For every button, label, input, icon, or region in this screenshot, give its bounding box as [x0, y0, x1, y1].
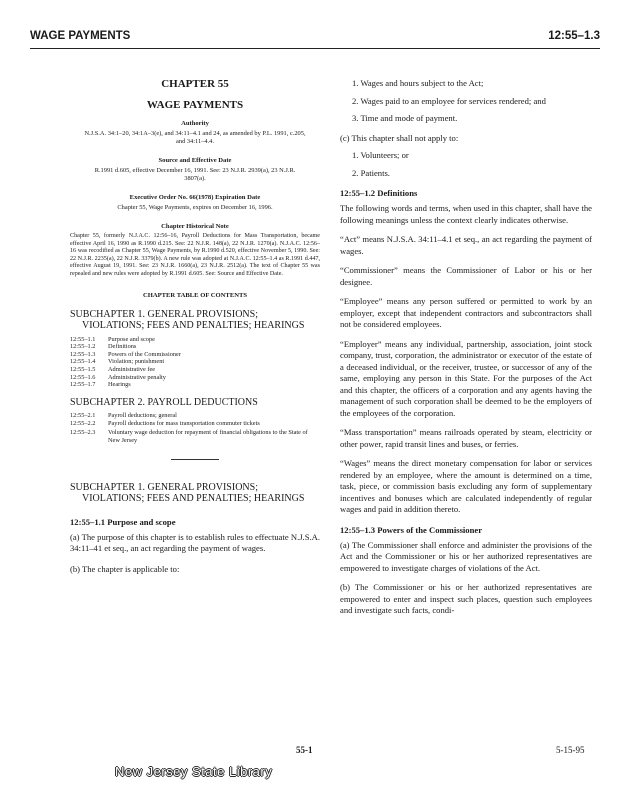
authority-text: N.J.S.A. 34:1–20, 34:1A–3(e), and 34:11–4.1 and 24, as amended by P.L. 1991, c.205, and 34:11–4.4.	[84, 130, 306, 145]
toc-item[interactable]: 12:55–1.1 Purpose and scope	[70, 335, 155, 343]
toc-item[interactable]: 12:55–1.5 Administrative fee	[70, 365, 156, 373]
subchapter-1-title: SUBCHAPTER 1. GENERAL PROVISIONS; VIOLATIONS; FEES AND PENALTIES; HEARINGS	[70, 481, 305, 505]
toc-item[interactable]: 12:55–2.2 Payroll deductions for mass transportation commuter tickets	[70, 419, 260, 427]
source-heading: Source and Effective Date	[158, 157, 232, 164]
list-b-item: 1. Wages and hours subject to the Act;	[352, 78, 484, 88]
list-b-item: 2. Wages paid to an employee for services rendered; and	[352, 95, 546, 106]
header-rule	[30, 48, 600, 49]
header-title: WAGE PAYMENTS	[30, 30, 131, 42]
toc-item[interactable]: 12:55–1.2 Definitions	[70, 343, 137, 351]
toc-item[interactable]: 12:55–1.6 Administrative penalty	[70, 373, 166, 381]
historical-note-text: Chapter 55, formerly N.J.A.C. 12:56–16, Payroll Deductions for Mass Transportation, became effective April 16, 1990 as R.1990 d.215. See: 22 N.J.R. 148(a), 22 N.J.R. 1270(a). N.J.A.C. 12:56–16 was recodified as Chapter 55, Wage Payments, by R.1990 d.520, effective November 5, 1990. See: 22 N.J.R. 2235(a), 22 N.J.R. 3379(b). A new rule was adopted at N.J.A.C. 12:55–1.4 as R.1991 d.447, effective August 19, 1991. See: 23 N.J.R. 1660(a), 23 N.J.R. 2512(a). The text of Chapter 55 was repealed and new rules were adopted by R.1991 d.605. See: Source and Effective Date.	[70, 233, 320, 277]
toc-heading: CHAPTER TABLE OF CONTENTS	[142, 291, 248, 299]
toc-item[interactable]: 12:55–2.1 Payroll deductions; general	[70, 412, 177, 420]
authority-heading: Authority	[181, 120, 209, 127]
toc-subchapter-2-list	[70, 412, 320, 444]
section-1-1-para-b: (b) The chapter is applicable to:	[70, 563, 180, 574]
section-1-3-para-a: (a) The Commissioner shall enforce and administer the provisions of the Act and the Commissioner or his or her authorized representatives are empowered to investigate charges of violations of the Act.	[340, 539, 592, 573]
definition-commissioner: “Commissioner” means the Commissioner of Labor or his or her designee.	[340, 265, 592, 287]
chapter-number: CHAPTER 55	[161, 78, 229, 90]
toc-item[interactable]: 12:55–1.4 Violation; punishment	[70, 358, 165, 366]
definition-wages: “Wages” means the direct monetary compensation for labor or services rendered by an employee, where the amount is determined on a time, task, piece, or commission basis excluding any form of supplementary incentives and bonuses which are calculated independently of regular wages and paid in addition thereto.	[340, 458, 592, 514]
toc-item[interactable]: 12:55–1.3 Powers of the Commissioner	[70, 350, 181, 358]
toc-subchapter-1-title: SUBCHAPTER 1. GENERAL PROVISIONS; VIOLATIONS; FEES AND PENALTIES; HEARINGS	[70, 308, 305, 332]
list-c-item: 1. Volunteers; or	[352, 150, 409, 160]
toc-subchapter-1-list	[70, 336, 320, 389]
section-1-1-heading: 12:55–1.1 Purpose and scope	[70, 516, 176, 527]
section-1-1-para-a: (a) The purpose of this chapter is to establish rules to effectuate N.J.S.A. 34:11–41 et seq., an act regarding the payment of wages.	[70, 531, 320, 554]
section-1-3-para-b: (b) The Commissioner or his or her authorized representatives are empowered to enter and inspect such places, question such employees and investigate such facts, condi-	[340, 582, 592, 615]
toc-item[interactable]: 12:55–1.7 Hearings	[70, 381, 131, 389]
definition-employee: “Employee” means any person suffered or permitted to work by an employer, except that independent contractors and subcontractors shall not be considered employees.	[340, 296, 592, 329]
source-text: R.1991 d.605, effective December 16, 1991. See: 23 N.J.R. 2939(a), 23 N.J.R. 3807(a).	[94, 167, 296, 182]
definitions-intro: The following words and terms, when used in this chapter, shall have the following meanings unless the context clearly indicates otherwise.	[340, 203, 592, 225]
left-column	[70, 78, 320, 575]
right-column	[340, 78, 592, 617]
section-divider	[171, 459, 219, 460]
library-stamp: New Jersey State Library	[115, 764, 273, 779]
list-c-item: 2. Patients.	[352, 167, 390, 178]
revision-date: 5-15-95	[556, 745, 585, 755]
section-1-2-heading: 12:55–1.2 Definitions	[340, 188, 418, 198]
definition-act: “Act” means N.J.S.A. 34:11–4.1 et seq., an act regarding the payment of wages.	[340, 234, 592, 256]
historical-note-heading: Chapter Historical Note	[161, 223, 229, 230]
section-1-3-heading: 12:55–1.3 Powers of the Commissioner	[340, 524, 483, 535]
definition-mass-transportation: “Mass transportation” means railroads operated by steam, electricity or other power, rapid transit lines and buses, or ferries.	[340, 427, 592, 449]
toc-item[interactable]: 12:55–2.3 Voluntary wage deduction for repayment of financial obligations to the State of New Jersey	[70, 429, 308, 444]
header-section: 12:55–1.3	[548, 30, 600, 42]
toc-subchapter-2-title: SUBCHAPTER 2. PAYROLL DEDUCTIONS	[70, 396, 258, 408]
chapter-title: WAGE PAYMENTS	[146, 99, 244, 111]
executive-order-heading: Executive Order No. 66(1978) Expiration Date	[129, 194, 261, 201]
running-header	[30, 30, 600, 46]
definition-employer: “Employer” means any individual, partnership, association, joint stock company, trust, corporation, the administrator or executor of the estate of a deceased individual, or the receiver, trustee, or successor of any of the same, employing any person in this State. For the purposes of the Act and this chapter, the officers of a corporation and any agents having the management of such corporation shall be deemed to be the employers of the employees of the corporation.	[340, 338, 592, 418]
executive-order-text: Chapter 55, Wage Payments, expires on December 16, 1996.	[117, 204, 273, 211]
page-number: 55-1	[296, 745, 313, 755]
para-c: (c) This chapter shall not apply to:	[340, 132, 459, 143]
list-b-item: 3. Time and mode of payment.	[352, 113, 458, 123]
